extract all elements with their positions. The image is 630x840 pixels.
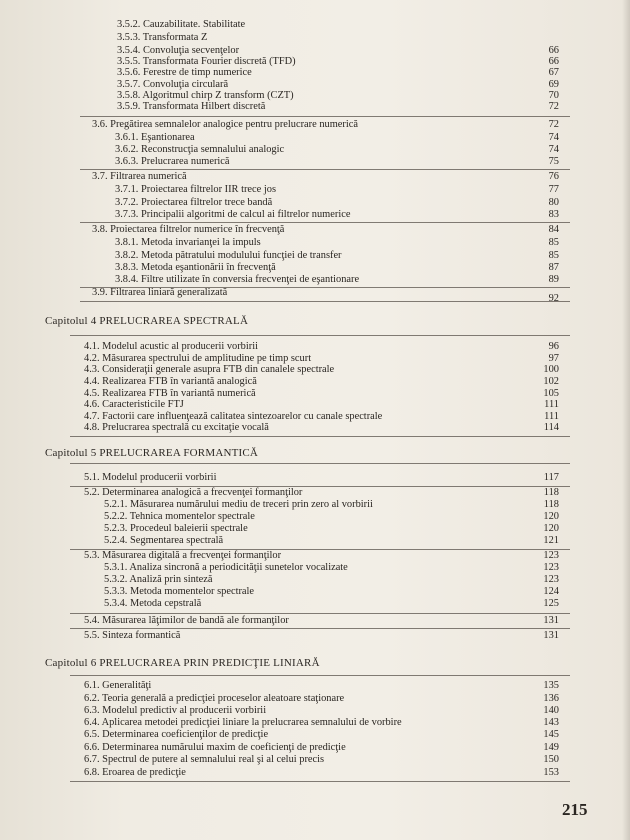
toc-entry-title: 3.6. Pregătirea semnalelor analogice pentru prelucrare numerică <box>92 119 358 130</box>
toc-entry-page: 74 <box>548 132 559 143</box>
toc-entry-title: 5.2.4. Segmentarea spectrală <box>104 535 224 546</box>
divider <box>70 436 570 437</box>
toc-entry-title: 3.5.3. Transformata Z <box>117 32 208 43</box>
toc-entry <box>117 101 577 113</box>
divider <box>70 675 570 676</box>
toc-entry-page: 121 <box>543 535 559 546</box>
toc-entry-title: 4.1. Modelul acustic al producerii vorbirii <box>84 341 258 352</box>
toc-entry-title: 3.8.3. Metoda eşantionării în frecvenţă <box>115 262 276 273</box>
toc-entry <box>84 615 577 627</box>
toc-entry-title: 3.8. Proiectarea filtrelor numerice în frecvenţă <box>92 224 285 235</box>
toc-entry-title: 6.7. Spectrul de putere al semnalului real şi al celui precis <box>84 754 325 765</box>
toc-entry <box>115 197 577 209</box>
toc-entry <box>115 144 577 156</box>
toc-entry <box>104 499 577 511</box>
toc-entry <box>84 399 577 411</box>
toc-entry-page: 117 <box>543 472 559 483</box>
toc-entry <box>84 364 577 376</box>
toc-entry-page: 136 <box>543 693 559 704</box>
toc-entry-title: 3.8.4. Filtre utilizate în conversia frecvenţei de eşantionare <box>115 274 360 285</box>
toc-entry-page: 67 <box>548 67 559 78</box>
toc-entry-title: 3.6.3. Prelucrarea numerică <box>115 156 230 167</box>
toc-entry <box>104 562 577 574</box>
page-edge-shadow <box>622 0 630 840</box>
toc-entry-page: 85 <box>548 237 559 248</box>
toc-entry-title: 6.6. Determinarea numărului maxim de coeficienţi de predicţie <box>84 742 346 753</box>
toc-entry-page: 123 <box>543 574 559 585</box>
toc-entry <box>84 754 577 766</box>
toc-entry <box>115 184 577 196</box>
toc-entry-page: 120 <box>543 511 559 522</box>
toc-entry-page: 96 <box>548 341 559 352</box>
toc-entry <box>84 767 577 779</box>
toc-entry <box>104 598 577 610</box>
toc-entry <box>84 693 577 705</box>
toc-entry-page: 150 <box>543 754 559 765</box>
toc-entry-title: 6.3. Modelul predictiv al producerii vorbirii <box>84 705 267 716</box>
toc-entry-page-row <box>519 293 579 305</box>
toc-entry-title: 5.2. Determinarea analogică a frecvenţei formanţilor <box>84 487 303 498</box>
toc-entry-title: 4.2. Măsurarea spectrului de amplitudine pe timp scurt <box>84 353 312 364</box>
toc-entry-page: 153 <box>543 767 559 778</box>
divider <box>70 613 570 614</box>
toc-entry <box>84 742 577 754</box>
toc-entry <box>84 550 577 562</box>
toc-entry-page: 118 <box>543 487 559 498</box>
toc-entry-title: 5.1. Modelul producerii vorbirii <box>84 472 217 483</box>
toc-entry-page: 140 <box>543 705 559 716</box>
toc-entry <box>84 729 577 741</box>
toc-entry <box>104 511 577 523</box>
toc-entry <box>84 680 577 692</box>
toc-entry-title: 5.2.3. Procedeul baleierii spectrale <box>104 523 248 534</box>
toc-entry-page: 145 <box>543 729 559 740</box>
toc-entry-title: 5.3.2. Analiză prin sinteză <box>104 574 213 585</box>
toc-entry-title: 3.5.2. Cauzabilitate. Stabilitate <box>117 19 246 30</box>
toc-entry-title: 3.7.3. Principalii algoritmi de calcul ai filtrelor numerice <box>115 209 351 220</box>
toc-entry-title: 3.7.2. Proiectarea filtrelor trece bandă <box>115 197 273 208</box>
toc-entry-page: 114 <box>543 422 559 433</box>
toc-entry-page: 102 <box>543 376 559 387</box>
toc-entry-page: 105 <box>543 388 559 399</box>
toc-entry-title: 6.4. Aplicarea metodei predicţiei liniare la prelucrarea semnalului de vorbire <box>84 717 402 728</box>
toc-entry-page: 124 <box>543 586 559 597</box>
toc-entry-title: 3.6.2. Reconstrucţia semnalului analogic <box>115 144 285 155</box>
toc-entry-title: 5.3.1. Analiza sincronă a periodicităţii sunetelor vocalizate <box>104 562 348 573</box>
toc-entry-page: 77 <box>548 184 559 195</box>
toc-entry <box>115 274 577 286</box>
toc-entry-page: 83 <box>548 209 559 220</box>
toc-entry-page: 66 <box>548 56 559 67</box>
toc-entry-title: 3.5.8. Algoritmul chirp Z transform (CZT) <box>117 90 294 101</box>
toc-entry-page: 111 <box>544 411 559 422</box>
toc-entry-page: 66 <box>548 45 559 56</box>
chapter-heading: Capitolul 6 PRELUCRAREA PRIN PREDICŢIE LINIARĂ <box>45 657 320 669</box>
toc-entry-title: 3.7. Filtrarea numerică <box>92 171 187 182</box>
toc-entry-page: 143 <box>543 717 559 728</box>
toc-entry <box>84 376 577 388</box>
toc-entry-page: 111 <box>544 399 559 410</box>
chapter-heading: Capitolul 4 PRELUCRAREA SPECTRALĂ <box>45 315 249 327</box>
divider <box>70 781 570 782</box>
toc-entry <box>115 237 577 249</box>
toc-entry <box>117 67 577 79</box>
toc-entry-page: 89 <box>548 274 559 285</box>
toc-entry-title: 3.5.5. Transformata Fourier discretă (TFD) <box>117 56 296 67</box>
toc-entry <box>92 224 577 236</box>
toc-entry <box>104 586 577 598</box>
divider <box>70 628 570 629</box>
toc-entry-title: 5.5. Sinteza formantică <box>84 630 181 641</box>
toc-entry-title: 3.5.4. Convoluţia secvenţelor <box>117 45 240 56</box>
toc-entry <box>84 472 577 484</box>
toc-entry-page: 135 <box>543 680 559 691</box>
toc-entry-title: 4.8. Prelucrarea spectrală cu excitaţie vocală <box>84 422 269 433</box>
toc-entry <box>104 523 577 535</box>
toc-entry <box>92 287 577 299</box>
toc-entry <box>84 341 577 353</box>
toc-entry-page: 72 <box>548 101 559 112</box>
toc-entry-title: 3.8.2. Metoda pătratului modulului funcţiei de transfer <box>115 250 342 261</box>
toc-entry-page: 80 <box>548 197 559 208</box>
toc-entry-title: 6.1. Generalităţi <box>84 680 152 691</box>
toc-entry-title: 3.5.6. Ferestre de timp numerice <box>117 67 252 78</box>
toc-entry-title: 3.5.7. Convoluţia circulară <box>117 79 229 90</box>
toc-entry-page: 75 <box>548 156 559 167</box>
toc-entry-page: 69 <box>548 79 559 90</box>
toc-entry <box>92 171 577 183</box>
toc-entry <box>115 250 577 262</box>
toc-entry-page: 100 <box>543 364 559 375</box>
divider <box>70 463 570 464</box>
toc-entry <box>92 119 577 131</box>
page-number: 215 <box>562 800 588 819</box>
toc-entry <box>84 630 577 642</box>
divider <box>80 116 570 117</box>
toc-entry-page: 72 <box>548 119 559 130</box>
toc-entry-title: 6.8. Eroarea de predicţie <box>84 767 186 778</box>
toc-entry-title: 3.5.9. Transformata Hilbert discretă <box>117 101 266 112</box>
toc-entry-title: 4.5. Realizarea FTB în variantă numerică <box>84 388 256 399</box>
toc-entry <box>104 535 577 547</box>
divider <box>80 301 570 302</box>
toc-entry-page: 131 <box>543 630 559 641</box>
toc-entry-page: 118 <box>543 499 559 510</box>
toc-entry-title: 3.8.1. Metoda invarianţei la impuls <box>115 237 261 248</box>
toc-entry-page: 76 <box>548 171 559 182</box>
toc-entry-title: 5.3.3. Metoda momentelor spectrale <box>104 586 255 597</box>
toc-entry-page: 149 <box>543 742 559 753</box>
toc-entry <box>115 262 577 274</box>
toc-entry-page: 120 <box>543 523 559 534</box>
chapter-heading: Capitolul 5 PRELUCRAREA FORMANTICĂ <box>45 447 259 459</box>
toc-entry-title: 4.6. Caracteristicile FTJ <box>84 399 184 410</box>
toc-entry-title: 4.7. Factorii care influenţează calitatea sintezoarelor cu canale spectrale <box>84 411 383 422</box>
toc-entry <box>115 209 577 221</box>
toc-entry-page: 97 <box>548 353 559 364</box>
divider <box>70 335 570 336</box>
toc-entry-title: 3.7.1. Proiectarea filtrelor IIR trece jos <box>115 184 276 195</box>
toc-entry-page: 85 <box>548 250 559 261</box>
toc-entry-title: 4.3. Consideraţii generale asupra FTB din canalele spectrale <box>84 364 335 375</box>
toc-entry <box>117 32 577 44</box>
toc-entry-page: 74 <box>548 144 559 155</box>
toc-entry-page: 131 <box>543 615 559 626</box>
toc-entry-title: 5.3. Măsurarea digitală a frecvenţei formanţilor <box>84 550 282 561</box>
toc-entry-title: 5.2.2. Tehnica momentelor spectrale <box>104 511 255 522</box>
toc-entry-page: 92 <box>548 293 559 304</box>
toc-entry-title: 5.2.1. Măsurarea numărului mediu de treceri prin zero al vorbirii <box>104 499 373 510</box>
toc-entry-title: 3.9. Filtrarea liniară generalizată <box>92 287 228 298</box>
toc-entry-title: 5.4. Măsurarea lăţimilor de bandă ale formanţilor <box>84 615 289 626</box>
toc-entry-title: 6.2. Teoria generală a predicţiei proceselor aleatoare staţionare <box>84 693 345 704</box>
divider <box>80 222 570 223</box>
toc-entry-title: 4.4. Realizarea FTB în variantă analogică <box>84 376 257 387</box>
toc-entry-title: 6.5. Determinarea coeficienţilor de predicţie <box>84 729 269 740</box>
toc-entry <box>117 19 577 31</box>
toc-entry <box>84 487 577 499</box>
toc-entry-title: 3.6.1. Eşantionarea <box>115 132 195 143</box>
toc-entry-page: 70 <box>548 90 559 101</box>
toc-entry <box>84 422 577 434</box>
toc-entry-title: 5.3.4. Metoda cepstrală <box>104 598 202 609</box>
toc-entry-page: 87 <box>548 262 559 273</box>
toc-entry-page: 123 <box>543 562 559 573</box>
toc-entry <box>104 574 577 586</box>
toc-entry <box>115 156 577 168</box>
divider <box>80 169 570 170</box>
toc-entry <box>84 717 577 729</box>
toc-entry-page: 123 <box>543 550 559 561</box>
toc-entry-page: 125 <box>543 598 559 609</box>
toc-entry <box>84 705 577 717</box>
toc-entry <box>115 132 577 144</box>
toc-entry-page: 84 <box>548 224 559 235</box>
